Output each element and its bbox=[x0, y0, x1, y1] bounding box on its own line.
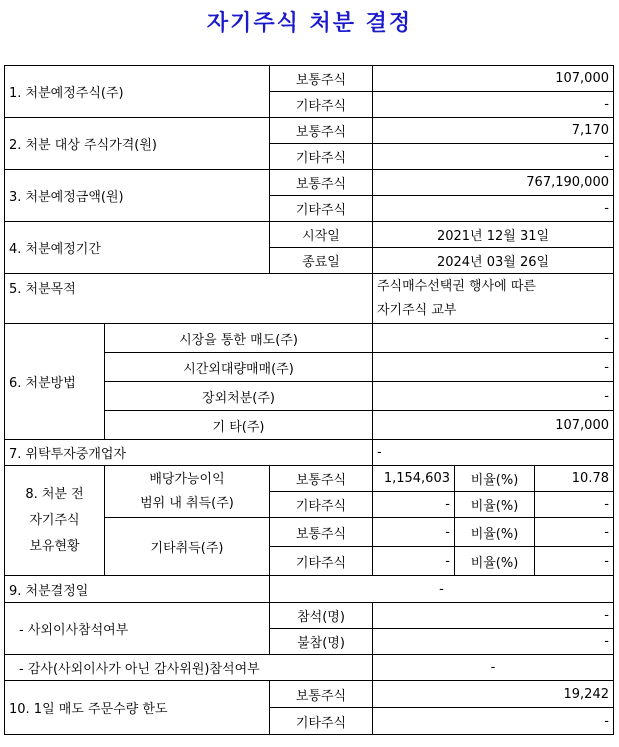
share-price-label: 2. 처분 대상 주식가격(원) bbox=[5, 118, 270, 170]
holdings-label-line-3: 보유현황 bbox=[29, 538, 80, 554]
end-date-label: 종료일 bbox=[270, 248, 373, 274]
other-acq-common-shares: - bbox=[373, 518, 455, 547]
planned-shares-common: 107,000 bbox=[373, 66, 614, 92]
purpose-value bbox=[373, 274, 614, 324]
table-row bbox=[5, 274, 614, 324]
attended-value: - bbox=[373, 603, 614, 629]
table-row bbox=[5, 118, 614, 144]
common-stock-label: 보통주식 bbox=[270, 66, 373, 92]
other-stock-label: 기타주식 bbox=[270, 196, 373, 222]
other-method-value: 107,000 bbox=[373, 411, 614, 440]
purpose-line-1: 주식매수선택권 행사에 따른 bbox=[377, 278, 536, 294]
table-row bbox=[5, 466, 614, 492]
planned-shares-label: 1. 처분예정주식(주) bbox=[5, 66, 270, 118]
holdings-label bbox=[5, 466, 105, 576]
other-acquisition-label: 기타취득(주) bbox=[105, 518, 270, 576]
planned-amount-label: 3. 처분예정금액(원) bbox=[5, 170, 270, 222]
table-row bbox=[5, 603, 614, 629]
start-date-label: 시작일 bbox=[270, 222, 373, 248]
otc-label: 장외처분(주) bbox=[105, 382, 373, 411]
other-acq-other-ratio: - bbox=[535, 547, 614, 576]
auditor-value: - bbox=[373, 655, 614, 681]
outside-director-label: - 사외이사참석여부 bbox=[5, 603, 270, 655]
other-stock-label: 기타주식 bbox=[270, 708, 373, 735]
common-stock-label: 보통주식 bbox=[270, 118, 373, 144]
other-acq-other-shares: - bbox=[373, 547, 455, 576]
absent-value: - bbox=[373, 629, 614, 655]
other-method-label: 기 타(주) bbox=[105, 411, 373, 440]
planned-shares-other: - bbox=[373, 92, 614, 118]
holdings-label-line-2: 자기주식 bbox=[29, 512, 80, 528]
daily-limit-other: - bbox=[373, 708, 614, 735]
market-sale-value: - bbox=[373, 324, 614, 353]
page-title: 자기주식 처분 결정 bbox=[206, 10, 413, 36]
other-stock-label: 기타주식 bbox=[270, 144, 373, 170]
ratio-label: 비율(%) bbox=[455, 466, 535, 492]
purpose-label: 5. 처분목적 bbox=[5, 274, 373, 324]
table-row bbox=[5, 66, 614, 92]
other-stock-label: 기타주식 bbox=[270, 547, 373, 576]
dividend-other-shares: - bbox=[373, 492, 455, 518]
common-stock-label: 보통주식 bbox=[270, 681, 373, 708]
planned-amount-common: 767,190,000 bbox=[373, 170, 614, 196]
common-stock-label: 보통주식 bbox=[270, 170, 373, 196]
decision-date-label: 9. 처분결정일 bbox=[5, 576, 270, 603]
planned-amount-other: - bbox=[373, 196, 614, 222]
table-row bbox=[5, 655, 614, 681]
start-date: 2021년 12월 31일 bbox=[373, 222, 614, 248]
broker-value: - bbox=[373, 440, 614, 466]
dividend-acquisition-label bbox=[105, 466, 270, 518]
other-stock-label: 기타주식 bbox=[270, 492, 373, 518]
disposal-table bbox=[4, 65, 614, 735]
dividend-common-shares: 1,154,603 bbox=[373, 466, 455, 492]
dividend-other-ratio: - bbox=[535, 492, 614, 518]
dividend-common-ratio: 10.78 bbox=[535, 466, 614, 492]
broker-label: 7. 위탁투자중개업자 bbox=[5, 440, 373, 466]
dividend-label-line-2: 범위 내 취득(주) bbox=[140, 495, 234, 511]
method-label: 6. 처분방법 bbox=[5, 324, 105, 440]
block-trade-value: - bbox=[373, 353, 614, 382]
daily-limit-common: 19,242 bbox=[373, 681, 614, 708]
daily-limit-label: 10. 1일 매도 주문수량 한도 bbox=[5, 681, 270, 735]
table-row bbox=[5, 576, 614, 603]
table-row bbox=[5, 324, 614, 353]
common-stock-label: 보통주식 bbox=[270, 518, 373, 547]
purpose-line-2: 자기주식 교부 bbox=[377, 302, 457, 318]
attended-label: 참석(명) bbox=[270, 603, 373, 629]
common-stock-label: 보통주식 bbox=[270, 466, 373, 492]
table-row bbox=[5, 681, 614, 708]
block-trade-label: 시간외대량매매(주) bbox=[105, 353, 373, 382]
share-price-common: 7,170 bbox=[373, 118, 614, 144]
decision-date-value: - bbox=[270, 576, 614, 603]
dividend-label-line-1: 배당가능이익 bbox=[149, 471, 225, 487]
table-row bbox=[5, 222, 614, 248]
holdings-label-line-1: 8. 처분 전 bbox=[25, 486, 84, 502]
market-sale-label: 시장을 통한 매도(주) bbox=[105, 324, 373, 353]
share-price-other: - bbox=[373, 144, 614, 170]
absent-label: 불참(명) bbox=[270, 629, 373, 655]
otc-value: - bbox=[373, 382, 614, 411]
other-acq-common-ratio: - bbox=[535, 518, 614, 547]
ratio-label: 비율(%) bbox=[455, 518, 535, 547]
period-label: 4. 처분예정기간 bbox=[5, 222, 270, 274]
ratio-label: 비율(%) bbox=[455, 547, 535, 576]
other-stock-label: 기타주식 bbox=[270, 92, 373, 118]
ratio-label: 비율(%) bbox=[455, 492, 535, 518]
auditor-label: - 감사(사외이사가 아닌 감사위원)참석여부 bbox=[5, 655, 373, 681]
table-row bbox=[5, 440, 614, 466]
end-date: 2024년 03월 26일 bbox=[373, 248, 614, 274]
table-row bbox=[5, 170, 614, 196]
